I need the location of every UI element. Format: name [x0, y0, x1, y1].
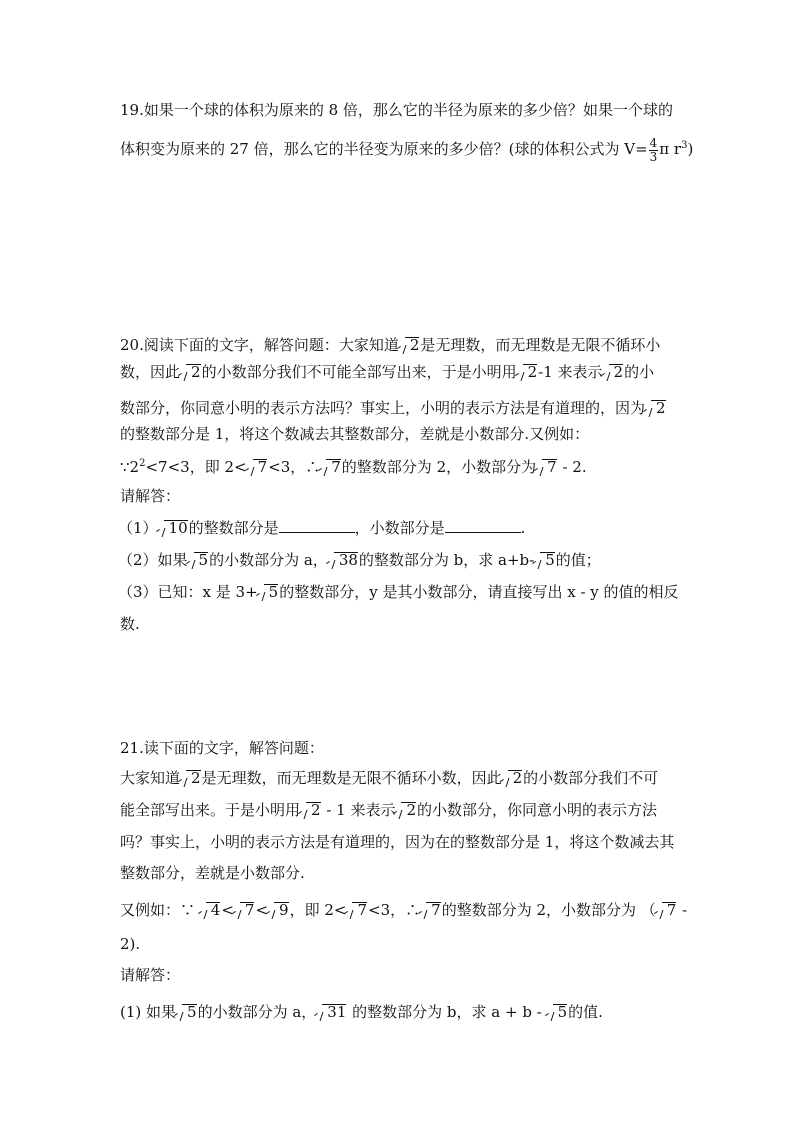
- answer-blank[interactable]: [279, 518, 355, 533]
- sqrt: 2: [396, 801, 416, 819]
- sqrt: 5: [189, 551, 209, 569]
- answer-blank[interactable]: [445, 518, 521, 533]
- sqrt: 2: [301, 801, 321, 819]
- q21-line-4: 吗？事实上，小明的表示方法是有道理的，因为在的整数部分是 1，将这个数减去其: [120, 833, 675, 851]
- sqrt: 4: [201, 901, 221, 919]
- q20-line-5: $\because 2^2<7<3$，即 2< 7<3，∴ 7的整数部分为 2，小数部分为 7 - 2.: [120, 458, 587, 476]
- sqrt: 10: [159, 519, 188, 537]
- sqrt: 7: [347, 901, 367, 919]
- volume-fraction: $\frac{4}{3}$: [649, 135, 658, 164]
- sqrt: 7: [657, 901, 677, 919]
- q19-line-1: 19.如果一个球的体积为原来的 8 倍，那么它的半径为原来的多少倍？如果一个球的: [120, 101, 673, 119]
- sqrt: 5: [259, 583, 279, 601]
- sqrt: 2: [604, 363, 624, 381]
- q19-line-2: 体积变为原来的 27 倍，那么它的半径变为原来的多少倍？(球的体积公式为 V= $\frac{4}{3}$ π $r^3$): [120, 135, 694, 164]
- q20-line-1: 20.阅读下面的文字，解答问题：大家知道 2是无理数，而无理数是无限不循环小: [120, 336, 661, 354]
- q21-line-3: 能全部写出来。于是小明用 2 - 1 来表示 2的小数部分，你同意小明的表示方法: [120, 801, 658, 819]
- q21-line-6: 又例如：∵ 4< 7< 9，即 2< 7<3，∴ 7的整数部分为 2，小数部分为 （ 7 -: [120, 901, 688, 919]
- sqrt: 31: [317, 1003, 346, 1021]
- q20-part-1: （1） 10的整数部分是 ，小数部分是 .: [118, 519, 526, 537]
- sqrt: 7: [321, 458, 341, 476]
- sqrt: 2: [181, 769, 201, 787]
- sqrt: 9: [269, 901, 289, 919]
- sqrt: 5: [548, 1003, 568, 1021]
- sqrt: 7: [248, 458, 268, 476]
- q21-line-7: 2).: [120, 935, 141, 953]
- sqrt: 38: [329, 551, 358, 569]
- sqrt: 7: [537, 458, 557, 476]
- sqrt: 7: [235, 901, 255, 919]
- q21-line-1: 21.读下面的文字，解答问题：: [120, 739, 324, 757]
- q20-line-3: 数部分，你同意小明的表示方法吗？事实上，小明的表示方法是有道理的，因为 2: [120, 399, 666, 417]
- sqrt: 5: [177, 1003, 197, 1021]
- sqrt: 2: [646, 399, 666, 417]
- q20-part-3: （3）已知：x 是 3+ 5的整数部分，y 是其小数部分，请直接写出 x - y 的值的相反: [118, 583, 679, 601]
- sqrt: 5: [535, 551, 555, 569]
- sqrt: 2: [400, 336, 420, 354]
- q20-part-3-cont: 数.: [120, 615, 140, 633]
- sqrt: 2: [503, 769, 523, 787]
- q20-line-2: 数，因此 2的小数部分我们不可能全部写出来，于是小明用 2-1 来表示 2的小: [120, 363, 655, 381]
- q20-part-2: （2）如果 5的小数部分为 a， 38的整数部分为 b，求 a+b- 5的值；: [118, 551, 601, 569]
- q21-line-5: 整数部分，差就是小数部分.: [120, 864, 305, 882]
- sqrt: 2: [181, 363, 201, 381]
- q21-part-1: (1) 如果 5的小数部分为 a， 31 的整数部分为 b，求 a + b - 5的值.: [120, 1003, 603, 1021]
- sqrt: 7: [421, 901, 441, 919]
- q20-line-6: 请解答：: [120, 487, 181, 505]
- q20-line-4: 的整数部分是 1，将这个数减去其整数部分，差就是小数部分.又例如：: [120, 425, 590, 443]
- q21-line-2: 大家知道 2是无理数，而无理数是无限不循环小数，因此 2的小数部分我们不可: [120, 769, 659, 787]
- sqrt: 2: [518, 363, 538, 381]
- q21-line-8: 请解答：: [120, 966, 181, 984]
